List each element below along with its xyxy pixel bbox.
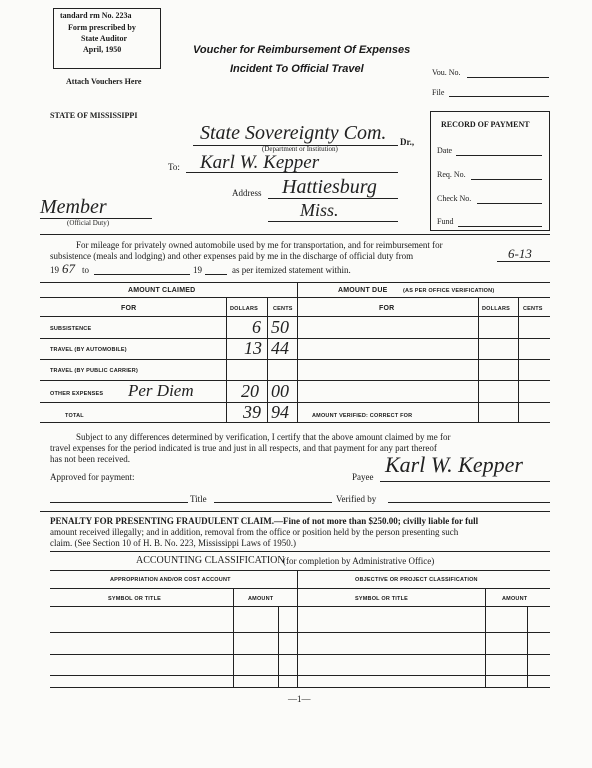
accounting-title: ACCOUNTING CLASSIFICATION [136,555,285,566]
page-number: —1— [288,694,311,704]
amount-verified-label: AMOUNT VERIFIED: CORRECT FOR [312,413,413,419]
record-check-label: Check No. [437,194,472,203]
record-date-line [456,155,542,156]
approved-label: Approved for payment: [50,472,135,482]
to-line [186,172,398,173]
amount-table-colheader-line [40,316,550,317]
section-separator-top [40,234,550,235]
certify-line2: travel expenses for the period indicated is true and just in all respects, and that payment for any part thereof [50,443,437,453]
accounting-bottom-line [50,687,550,688]
due-dollars-left [478,297,479,422]
attach-note: Attach Vouchers Here [66,77,142,86]
penalty-top-line [40,511,550,512]
row-subsistence-label: SUBSISTENCE [50,326,92,332]
department-label: (Department or Institution) [262,145,338,153]
form-id-line1: tandard rm No. 223a [60,11,132,20]
verified-by-label: Verified by [336,494,377,504]
row-other-note: Per Diem [128,381,194,400]
title-line1: Voucher for Reimbursement Of Expenses [193,44,411,56]
record-req-label: Req. No. [437,170,466,179]
address-state: Miss. [300,200,339,220]
accounting-title-bottom [50,570,550,571]
record-date-label: Date [437,146,453,155]
claimed-col-dollars: DOLLARS [230,306,258,312]
payee-name: Karl W. Kepper [200,152,320,173]
total-dollars: 39 [243,402,261,422]
statement-year-prefix: 19 [50,265,59,275]
statement-line2: subsistence (meals and lodging) and other expenses paid by me in the discharge of official duty from [50,251,414,261]
accounting-row-line-2 [50,654,550,655]
address-line2 [268,221,398,222]
accounting-top-line [50,551,550,552]
record-fund-line [458,226,542,227]
row-travel-auto-dollars: 13 [244,338,262,358]
accounting-colheader-line [50,606,550,607]
title-label: Title [190,494,207,504]
certify-line1: Subject to any differences determined by verification, I certify that the above amount claimed by me for [76,432,451,442]
department-value: State Sovereignty Com. [200,122,387,144]
due-header: AMOUNT DUE [338,287,388,294]
vou-no-label: Vou. No. [432,68,461,77]
statement-to-text: to [82,265,90,275]
amount-table-header-line [40,297,550,298]
accounting-left-cents-col [278,606,279,687]
accounting-left-amount-col [233,588,234,687]
statement-from-value: 6-13 [508,246,532,261]
amount-table-top [40,282,550,283]
accounting-mid-divider [297,570,298,687]
certify-line3: has not been received. [50,454,130,464]
due-col-dollars: DOLLARS [482,306,510,312]
title-line2: Incident To Official Travel [230,63,364,75]
accounting-left-amount: AMOUNT [248,596,274,602]
statement-line1: For mileage for privately owned automobile used by me for transportation, and for reimbursement for [76,240,443,250]
verified-by-line [388,502,550,503]
record-title: RECORD OF PAYMENT [441,120,530,129]
duty-value: Member [40,196,107,218]
address-line1 [268,198,398,199]
row-travel-carrier-label: TRAVEL (BY PUBLIC CARRIER) [50,368,139,374]
record-fund-label: Fund [437,217,454,226]
claimed-col-cents: CENTS [273,306,293,312]
statement-to-year-prefix: 19 [193,265,202,275]
accounting-row-line-3 [50,675,550,676]
title-line [214,502,332,503]
accounting-right-symbol: SYMBOL OR TITLE [355,596,409,602]
claimed-cents-left [267,297,268,422]
accounting-row-line-1 [50,632,550,633]
form-id-line4: April, 1950 [83,45,122,54]
amount-row-line-3 [40,380,550,381]
row-other-dollars: 20 [241,381,259,401]
statement-year-value: 67 [62,261,75,276]
amount-row-line-4 [40,402,550,403]
claimed-dollars-left [226,297,227,422]
accounting-right-header: OBJECTIVE OR PROJECT CLASSIFICATION [355,577,478,583]
vou-no-line [467,77,549,78]
state-label: STATE OF MISSISSIPPI [50,111,138,120]
accounting-left-symbol: SYMBOL OR TITLE [108,596,162,602]
row-subsistence-dollars: 6 [252,317,261,337]
statement-tail: as per itemized statement within. [232,265,351,275]
statement-to-year-line [205,274,227,275]
due-cents-left [518,297,519,422]
amount-table-bottom [40,422,550,423]
penalty-line3: claim. (See Section 10 of H. B. No. 223, Mississippi Laws of 1950.) [50,538,296,548]
accounting-subtitle: (for completion by Administrative Office) [283,556,435,566]
payee-label: Payee [352,472,374,482]
statement-to-line [94,274,190,275]
payee-line [380,481,550,482]
row-travel-auto-cents: 44 [271,338,289,358]
penalty-line1: PENALTY FOR PRESENTING FRAUDULENT CLAIM.—Fine of not more than $250.00; civilly liable for full [50,516,479,526]
due-col-for: FOR [379,305,395,312]
accounting-right-cents-col [527,606,528,687]
record-req-line [471,179,542,180]
row-other-label: OTHER EXPENSES [50,391,104,397]
amount-row-line-1 [40,338,550,339]
claimed-col-for: FOR [121,305,137,312]
row-other-cents: 00 [271,381,289,401]
accounting-right-amount-col [485,588,486,687]
form-id-line3: State Auditor [81,34,127,43]
address-label: Address [232,188,262,198]
amount-divider [297,282,298,422]
address-city: Hattiesburg [282,176,377,198]
due-col-cents: CENTS [523,306,543,312]
claimed-header: AMOUNT CLAIMED [128,287,196,294]
dr-label: Dr., [400,137,415,147]
row-subsistence-cents: 50 [271,317,289,337]
accounting-right-amount: AMOUNT [502,596,528,602]
total-cents: 94 [271,402,289,422]
duty-label: (Official Duty) [67,219,110,227]
statement-from-line [497,261,550,262]
accounting-left-header: APPROPRIATION AND/OR COST ACCOUNT [110,577,231,583]
form-id-line2: Form prescribed by [68,23,136,32]
to-label: To: [168,162,180,172]
penalty-line2: amount received illegally; and in addition, removal from the office or position held by the person presenting such [50,527,459,537]
due-header-note: (AS PER OFFICE VERIFICATION) [403,288,495,294]
record-check-line [477,203,542,204]
row-travel-auto-label: TRAVEL (BY AUTOMOBILE) [50,347,127,353]
approval-line [50,502,188,503]
file-line [449,96,549,97]
total-label: TOTAL [65,413,84,419]
amount-row-line-2 [40,359,550,360]
accounting-header-line [50,588,550,589]
file-label: File [432,88,445,97]
payee-signature: Karl W. Kepper [385,452,523,477]
